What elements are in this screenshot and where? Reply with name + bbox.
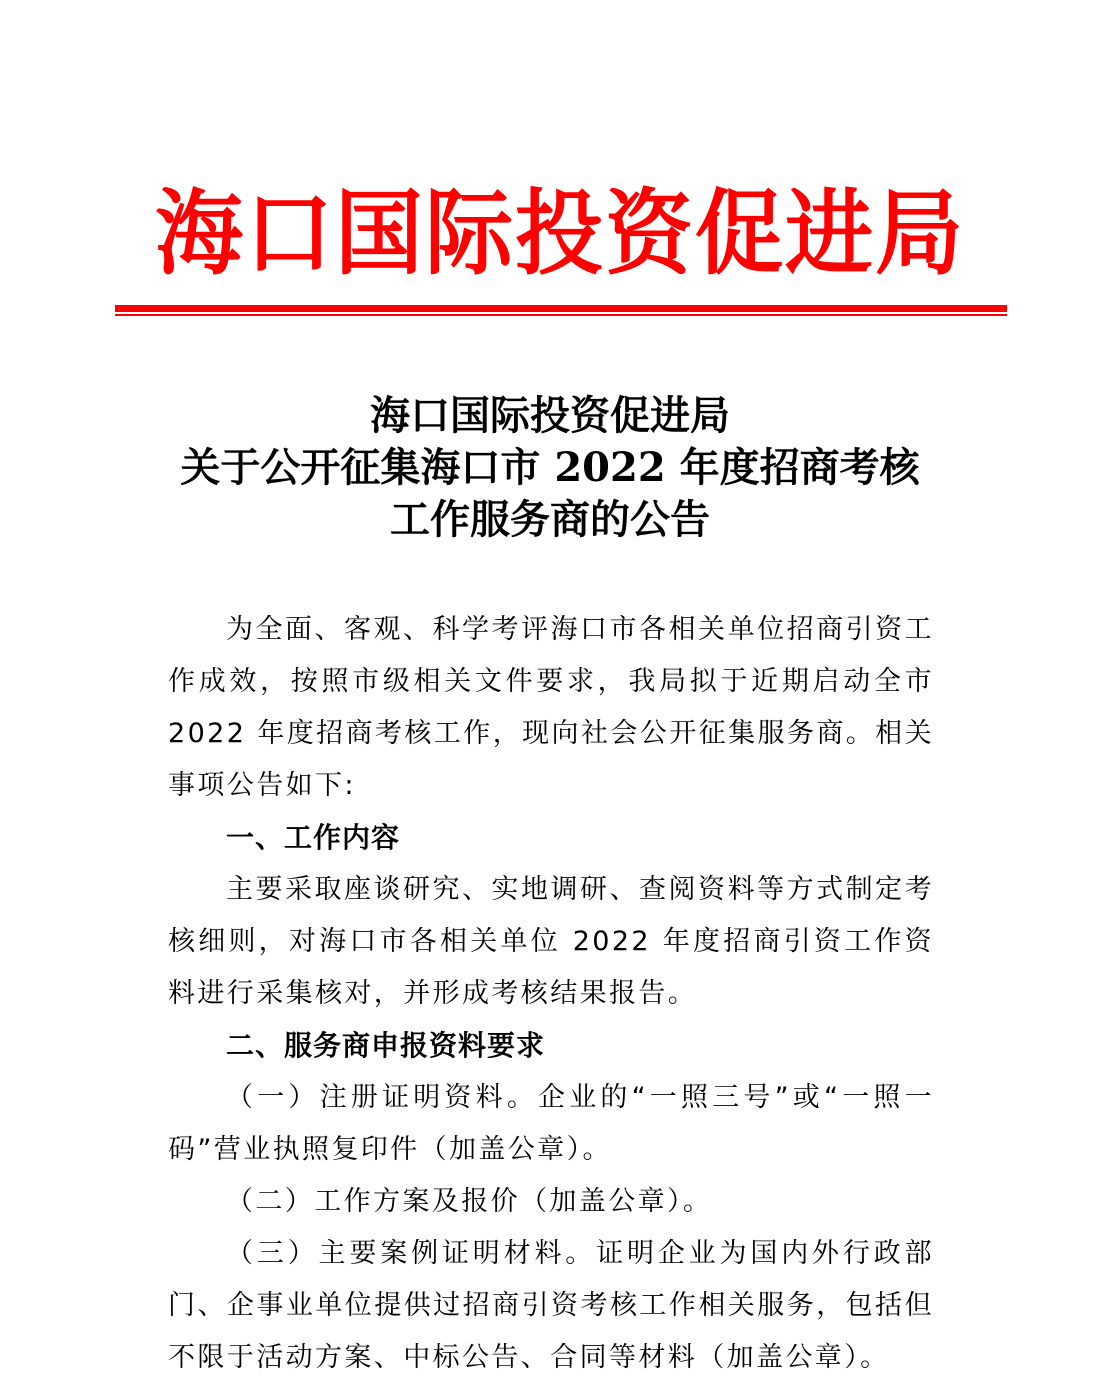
title-line-3: 工作服务商的公告 <box>390 496 710 543</box>
section-1-paragraph: 主要采取座谈研究、实地调研、查阅资料等方式制定考核细则，对海口市各相关单位 2022 年度招商引资工作资料进行采集核对，并形成考核结果报告。 <box>168 874 934 1009</box>
intro-paragraph: 为全面、客观、科学考评海口市各相关单位招商引资工作成效，按照市级相关文件要求，我局拟于近期启动全市 2022 年度招商考核工作，现向社会公开征集服务商。相关事项公告如下: <box>168 614 934 801</box>
masthead-rule-thick <box>115 305 1007 312</box>
masthead-rule-thin <box>115 314 1007 316</box>
title-line-1: 海口国际投资促进局 <box>370 392 730 439</box>
masthead-org-name: 海口国际投资促进局 <box>154 178 965 288</box>
document-title <box>100 390 1000 546</box>
section-2-item-2: （二）工作方案及报价（加盖公章）。 <box>226 1186 713 1217</box>
section-1-heading: 一、工作内容 <box>226 821 401 854</box>
title-line-2: 关于公开征集海口市 2022 年度招商考核 <box>180 444 920 491</box>
section-2-item-1: （一）注册证明资料。企业的“一照三号”或“一照一码”营业执照复印件（加盖公章）。 <box>168 1082 934 1165</box>
document-body <box>168 604 934 1384</box>
section-2-heading: 二、服务商申报资料要求 <box>226 1029 546 1062</box>
section-2-item-3: （三）主要案例证明材料。证明企业为国内外行政部门、企事业单位提供过招商引资考核工作相关服务，包括但不限于活动方案、中标公告、合同等材料（加盖公章）。 <box>168 1238 934 1373</box>
